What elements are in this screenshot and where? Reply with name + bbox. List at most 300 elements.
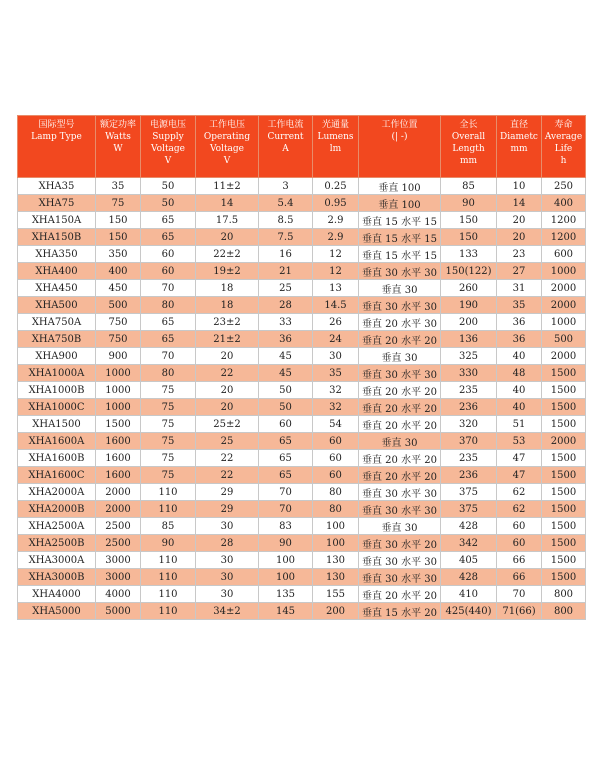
cell-watts: 900 [96,348,141,365]
header-line: mm [459,156,478,166]
cell-operating-position: 垂直 20 水平 20 [359,382,441,399]
header-line: lm [329,144,342,154]
cell-watts: 2500 [96,535,141,552]
table-row [18,535,586,552]
header-line: A [282,144,289,154]
cell-lamp-type: XHA1600C [18,467,96,484]
table-row [18,246,586,263]
cell-operating-position: 垂直 15 水平 20 [359,603,441,620]
cell-overall-length: 342 [441,535,497,552]
cell-supply-voltage: 110 [141,603,196,620]
cell-average-life: 1500 [542,416,586,433]
cell-current: 65 [259,467,313,484]
cell-watts: 35 [96,178,141,195]
cell-average-life: 1200 [542,212,586,229]
cell-watts: 2000 [96,501,141,518]
cell-current: 100 [259,569,313,586]
cell-operating-voltage: 21±2 [196,331,259,348]
header-line: Length [452,144,485,154]
cell-operating-position: 垂直 30 [359,348,441,365]
cell-diameter: 70 [497,586,542,603]
cell-diameter: 60 [497,518,542,535]
cell-operating-position: 垂直 100 [359,195,441,212]
cell-supply-voltage: 60 [141,263,196,280]
cell-diameter: 71(66) [497,603,542,620]
cell-watts: 750 [96,331,141,348]
cell-lumens: 60 [313,450,359,467]
table-row [18,603,586,620]
cell-operating-voltage: 18 [196,280,259,297]
cell-watts: 3000 [96,569,141,586]
cell-overall-length: 325 [441,348,497,365]
cell-lamp-type: XHA5000 [18,603,96,620]
header-line: Average [544,132,583,142]
cell-supply-voltage: 50 [141,195,196,212]
cell-average-life: 1500 [542,484,586,501]
header-line: 电源电压 [149,120,186,130]
cell-overall-length: 150 [441,229,497,246]
header-line: Lumens [317,132,354,142]
cell-overall-length: 85 [441,178,497,195]
cell-supply-voltage: 65 [141,212,196,229]
cell-operating-position: 垂直 30 水平 30 [359,569,441,586]
cell-lamp-type: XHA400 [18,263,96,280]
cell-current: 3 [259,178,313,195]
cell-lumens: 100 [313,535,359,552]
cell-operating-position: 垂直 20 水平 20 [359,399,441,416]
table-row [18,433,586,450]
cell-overall-length: 235 [441,382,497,399]
cell-supply-voltage: 70 [141,280,196,297]
cell-lamp-type: XHA2000A [18,484,96,501]
cell-lumens: 12 [313,263,359,280]
table-row [18,263,586,280]
cell-average-life: 1500 [542,399,586,416]
cell-average-life: 2000 [542,297,586,314]
cell-average-life: 250 [542,178,586,195]
cell-current: 36 [259,331,313,348]
cell-operating-voltage: 20 [196,229,259,246]
cell-operating-position: 垂直 20 水平 30 [359,314,441,331]
cell-supply-voltage: 85 [141,518,196,535]
cell-supply-voltage: 50 [141,178,196,195]
cell-current: 70 [259,501,313,518]
table-row [18,416,586,433]
cell-operating-voltage: 29 [196,484,259,501]
cell-lumens: 14.5 [313,297,359,314]
cell-supply-voltage: 110 [141,586,196,603]
table-row [18,450,586,467]
cell-supply-voltage: 65 [141,331,196,348]
cell-watts: 2000 [96,484,141,501]
header-supply-voltage [141,116,196,178]
cell-operating-voltage: 30 [196,518,259,535]
cell-overall-length: 425(440) [441,603,497,620]
cell-average-life: 800 [542,603,586,620]
cell-supply-voltage: 110 [141,552,196,569]
cell-lumens: 2.9 [313,212,359,229]
header-line: Current [267,132,304,142]
cell-supply-voltage: 75 [141,382,196,399]
cell-operating-voltage: 34±2 [196,603,259,620]
header-row [18,116,586,178]
cell-average-life: 800 [542,586,586,603]
cell-operating-voltage: 19±2 [196,263,259,280]
header-watts [96,116,141,178]
cell-lamp-type: XHA2500B [18,535,96,552]
cell-lamp-type: XHA3000A [18,552,96,569]
cell-current: 28 [259,297,313,314]
cell-lumens: 35 [313,365,359,382]
cell-overall-length: 370 [441,433,497,450]
cell-current: 33 [259,314,313,331]
cell-current: 135 [259,586,313,603]
cell-current: 50 [259,399,313,416]
cell-supply-voltage: 110 [141,484,196,501]
cell-average-life: 1500 [542,518,586,535]
table-row [18,399,586,416]
cell-supply-voltage: 110 [141,569,196,586]
cell-current: 16 [259,246,313,263]
header-line: 国际型号 [38,120,75,130]
cell-watts: 3000 [96,552,141,569]
header-operating-voltage [196,116,259,178]
cell-average-life: 1500 [542,450,586,467]
cell-average-life: 2000 [542,433,586,450]
cell-lamp-type: XHA150B [18,229,96,246]
cell-diameter: 66 [497,569,542,586]
cell-operating-position: 垂直 30 水平 30 [359,552,441,569]
cell-operating-position: 垂直 20 水平 20 [359,467,441,484]
cell-lamp-type: XHA2500A [18,518,96,535]
cell-average-life: 1000 [542,314,586,331]
cell-lamp-type: XHA1600B [18,450,96,467]
header-line: V [223,156,231,166]
header-line: Overall [451,132,486,142]
cell-overall-length: 375 [441,501,497,518]
table-row [18,382,586,399]
cell-current: 21 [259,263,313,280]
cell-lumens: 0.25 [313,178,359,195]
cell-operating-voltage: 30 [196,569,259,586]
cell-watts: 500 [96,297,141,314]
cell-watts: 1000 [96,382,141,399]
table-row [18,297,586,314]
cell-lamp-type: XHA350 [18,246,96,263]
cell-average-life: 1500 [542,552,586,569]
cell-current: 5.4 [259,195,313,212]
cell-diameter: 40 [497,399,542,416]
cell-supply-voltage: 75 [141,450,196,467]
cell-operating-voltage: 25±2 [196,416,259,433]
cell-supply-voltage: 75 [141,399,196,416]
cell-diameter: 23 [497,246,542,263]
cell-operating-voltage: 20 [196,348,259,365]
cell-supply-voltage: 90 [141,535,196,552]
cell-watts: 1500 [96,416,141,433]
cell-supply-voltage: 60 [141,246,196,263]
header-line: Voltage [209,144,245,154]
cell-operating-voltage: 29 [196,501,259,518]
table-row [18,586,586,603]
cell-operating-voltage: 22 [196,450,259,467]
cell-current: 70 [259,484,313,501]
header-line: mm [510,144,528,154]
cell-average-life: 2000 [542,348,586,365]
cell-current: 83 [259,518,313,535]
cell-current: 7.5 [259,229,313,246]
cell-diameter: 36 [497,314,542,331]
cell-lamp-type: XHA500 [18,297,96,314]
cell-average-life: 1500 [542,501,586,518]
cell-overall-length: 150(122) [441,263,497,280]
table-row [18,501,586,518]
cell-operating-position: 垂直 15 水平 15 [359,246,441,263]
header-line: 工作位置 [381,120,418,130]
cell-lumens: 26 [313,314,359,331]
cell-watts: 5000 [96,603,141,620]
cell-average-life: 1200 [542,229,586,246]
cell-overall-length: 133 [441,246,497,263]
cell-lumens: 0.95 [313,195,359,212]
cell-supply-voltage: 75 [141,467,196,484]
cell-supply-voltage: 80 [141,365,196,382]
cell-average-life: 1500 [542,535,586,552]
table-row [18,552,586,569]
cell-operating-position: 垂直 20 水平 20 [359,586,441,603]
cell-diameter: 60 [497,535,542,552]
cell-operating-position: 垂直 20 水平 20 [359,331,441,348]
cell-watts: 150 [96,229,141,246]
cell-average-life: 1500 [542,467,586,484]
cell-average-life: 600 [542,246,586,263]
table-row [18,195,586,212]
cell-supply-voltage: 75 [141,433,196,450]
header-line: Operating [203,132,251,142]
cell-operating-voltage: 17.5 [196,212,259,229]
cell-lamp-type: XHA150A [18,212,96,229]
cell-operating-voltage: 25 [196,433,259,450]
cell-average-life: 1500 [542,569,586,586]
cell-overall-length: 260 [441,280,497,297]
cell-operating-position: 垂直 100 [359,178,441,195]
cell-operating-position: 垂直 20 水平 20 [359,450,441,467]
cell-operating-voltage: 30 [196,586,259,603]
header-line: 额定功率 [99,120,136,130]
table-row [18,484,586,501]
cell-lumens: 60 [313,467,359,484]
cell-current: 45 [259,348,313,365]
cell-watts: 2500 [96,518,141,535]
header-line: (| -) [391,132,408,142]
cell-overall-length: 236 [441,399,497,416]
header-line: 寿命 [554,120,573,130]
cell-overall-length: 320 [441,416,497,433]
cell-lumens: 130 [313,552,359,569]
cell-lamp-type: XHA4000 [18,586,96,603]
cell-supply-voltage: 110 [141,501,196,518]
cell-diameter: 14 [497,195,542,212]
cell-operating-position: 垂直 15 水平 15 [359,229,441,246]
cell-average-life: 1000 [542,263,586,280]
header-line: 工作电压 [208,120,245,130]
cell-diameter: 51 [497,416,542,433]
cell-supply-voltage: 65 [141,314,196,331]
cell-diameter: 36 [497,331,542,348]
header-line: W [113,144,123,154]
cell-current: 145 [259,603,313,620]
header-line: Voltage [150,144,186,154]
table-row [18,212,586,229]
cell-lumens: 2.9 [313,229,359,246]
cell-lamp-type: XHA1500 [18,416,96,433]
cell-operating-voltage: 22±2 [196,246,259,263]
cell-diameter: 47 [497,450,542,467]
cell-overall-length: 136 [441,331,497,348]
cell-overall-length: 190 [441,297,497,314]
cell-overall-length: 410 [441,586,497,603]
cell-lumens: 155 [313,586,359,603]
cell-diameter: 48 [497,365,542,382]
table-row [18,331,586,348]
cell-diameter: 20 [497,229,542,246]
cell-lamp-type: XHA1000A [18,365,96,382]
cell-lumens: 200 [313,603,359,620]
cell-lumens: 80 [313,484,359,501]
cell-diameter: 40 [497,382,542,399]
cell-lumens: 80 [313,501,359,518]
cell-operating-voltage: 14 [196,195,259,212]
cell-current: 45 [259,365,313,382]
cell-overall-length: 150 [441,212,497,229]
cell-overall-length: 200 [441,314,497,331]
table-row [18,569,586,586]
cell-lamp-type: XHA450 [18,280,96,297]
cell-overall-length: 236 [441,467,497,484]
header-line: Supply [152,132,184,142]
cell-supply-voltage: 80 [141,297,196,314]
header-line: 工作电流 [267,120,304,130]
cell-lamp-type: XHA2000B [18,501,96,518]
table-row [18,314,586,331]
header-lamp-type [18,116,96,178]
cell-current: 90 [259,535,313,552]
cell-lumens: 30 [313,348,359,365]
cell-overall-length: 428 [441,518,497,535]
cell-operating-position: 垂直 30 水平 30 [359,365,441,382]
cell-lamp-type: XHA750B [18,331,96,348]
header-operating-position [359,116,441,178]
cell-operating-voltage: 18 [196,297,259,314]
cell-watts: 75 [96,195,141,212]
cell-lumens: 32 [313,399,359,416]
table-row [18,280,586,297]
cell-average-life: 400 [542,195,586,212]
cell-current: 65 [259,450,313,467]
cell-diameter: 27 [497,263,542,280]
header-line: Watts [105,132,131,142]
header-line: Life [554,144,573,154]
cell-lamp-type: XHA3000B [18,569,96,586]
cell-operating-position: 垂直 30 水平 20 [359,535,441,552]
header-line: V [164,156,172,166]
cell-average-life: 2000 [542,280,586,297]
cell-diameter: 62 [497,501,542,518]
cell-overall-length: 375 [441,484,497,501]
cell-watts: 1600 [96,450,141,467]
cell-operating-position: 垂直 20 水平 20 [359,416,441,433]
cell-watts: 400 [96,263,141,280]
header-line: Lamp Type [31,132,82,142]
cell-average-life: 500 [542,331,586,348]
cell-lumens: 100 [313,518,359,535]
cell-diameter: 62 [497,484,542,501]
cell-watts: 450 [96,280,141,297]
cell-current: 60 [259,416,313,433]
header-diameter [497,116,542,178]
cell-supply-voltage: 75 [141,416,196,433]
table-body [18,178,586,620]
cell-diameter: 35 [497,297,542,314]
cell-diameter: 10 [497,178,542,195]
cell-lamp-type: XHA75 [18,195,96,212]
cell-watts: 150 [96,212,141,229]
header-line: Diametc [500,132,538,142]
header-lumens [313,116,359,178]
cell-lumens: 54 [313,416,359,433]
cell-watts: 1600 [96,433,141,450]
cell-watts: 1000 [96,399,141,416]
cell-current: 50 [259,382,313,399]
cell-operating-voltage: 22 [196,365,259,382]
header-line: h [560,156,567,166]
lamp-spec-table [17,115,586,620]
cell-overall-length: 90 [441,195,497,212]
cell-operating-position: 垂直 15 水平 15 [359,212,441,229]
cell-lumens: 13 [313,280,359,297]
table-row [18,178,586,195]
cell-operating-voltage: 20 [196,399,259,416]
cell-lumens: 12 [313,246,359,263]
cell-lamp-type: XHA1000B [18,382,96,399]
cell-diameter: 53 [497,433,542,450]
cell-current: 8.5 [259,212,313,229]
cell-operating-voltage: 22 [196,467,259,484]
table-row [18,518,586,535]
table-row [18,348,586,365]
cell-operating-voltage: 20 [196,382,259,399]
cell-operating-voltage: 30 [196,552,259,569]
cell-diameter: 31 [497,280,542,297]
cell-operating-position: 垂直 30 [359,518,441,535]
cell-lamp-type: XHA1600A [18,433,96,450]
cell-overall-length: 235 [441,450,497,467]
cell-operating-position: 垂直 30 水平 30 [359,484,441,501]
cell-diameter: 66 [497,552,542,569]
cell-operating-position: 垂直 30 [359,433,441,450]
cell-watts: 1000 [96,365,141,382]
cell-watts: 750 [96,314,141,331]
cell-lamp-type: XHA35 [18,178,96,195]
cell-diameter: 47 [497,467,542,484]
cell-lamp-type: XHA900 [18,348,96,365]
cell-overall-length: 330 [441,365,497,382]
header-line: 光通量 [321,120,349,130]
header-average-life [542,116,586,178]
cell-watts: 1600 [96,467,141,484]
cell-current: 65 [259,433,313,450]
cell-operating-position: 垂直 30 [359,280,441,297]
